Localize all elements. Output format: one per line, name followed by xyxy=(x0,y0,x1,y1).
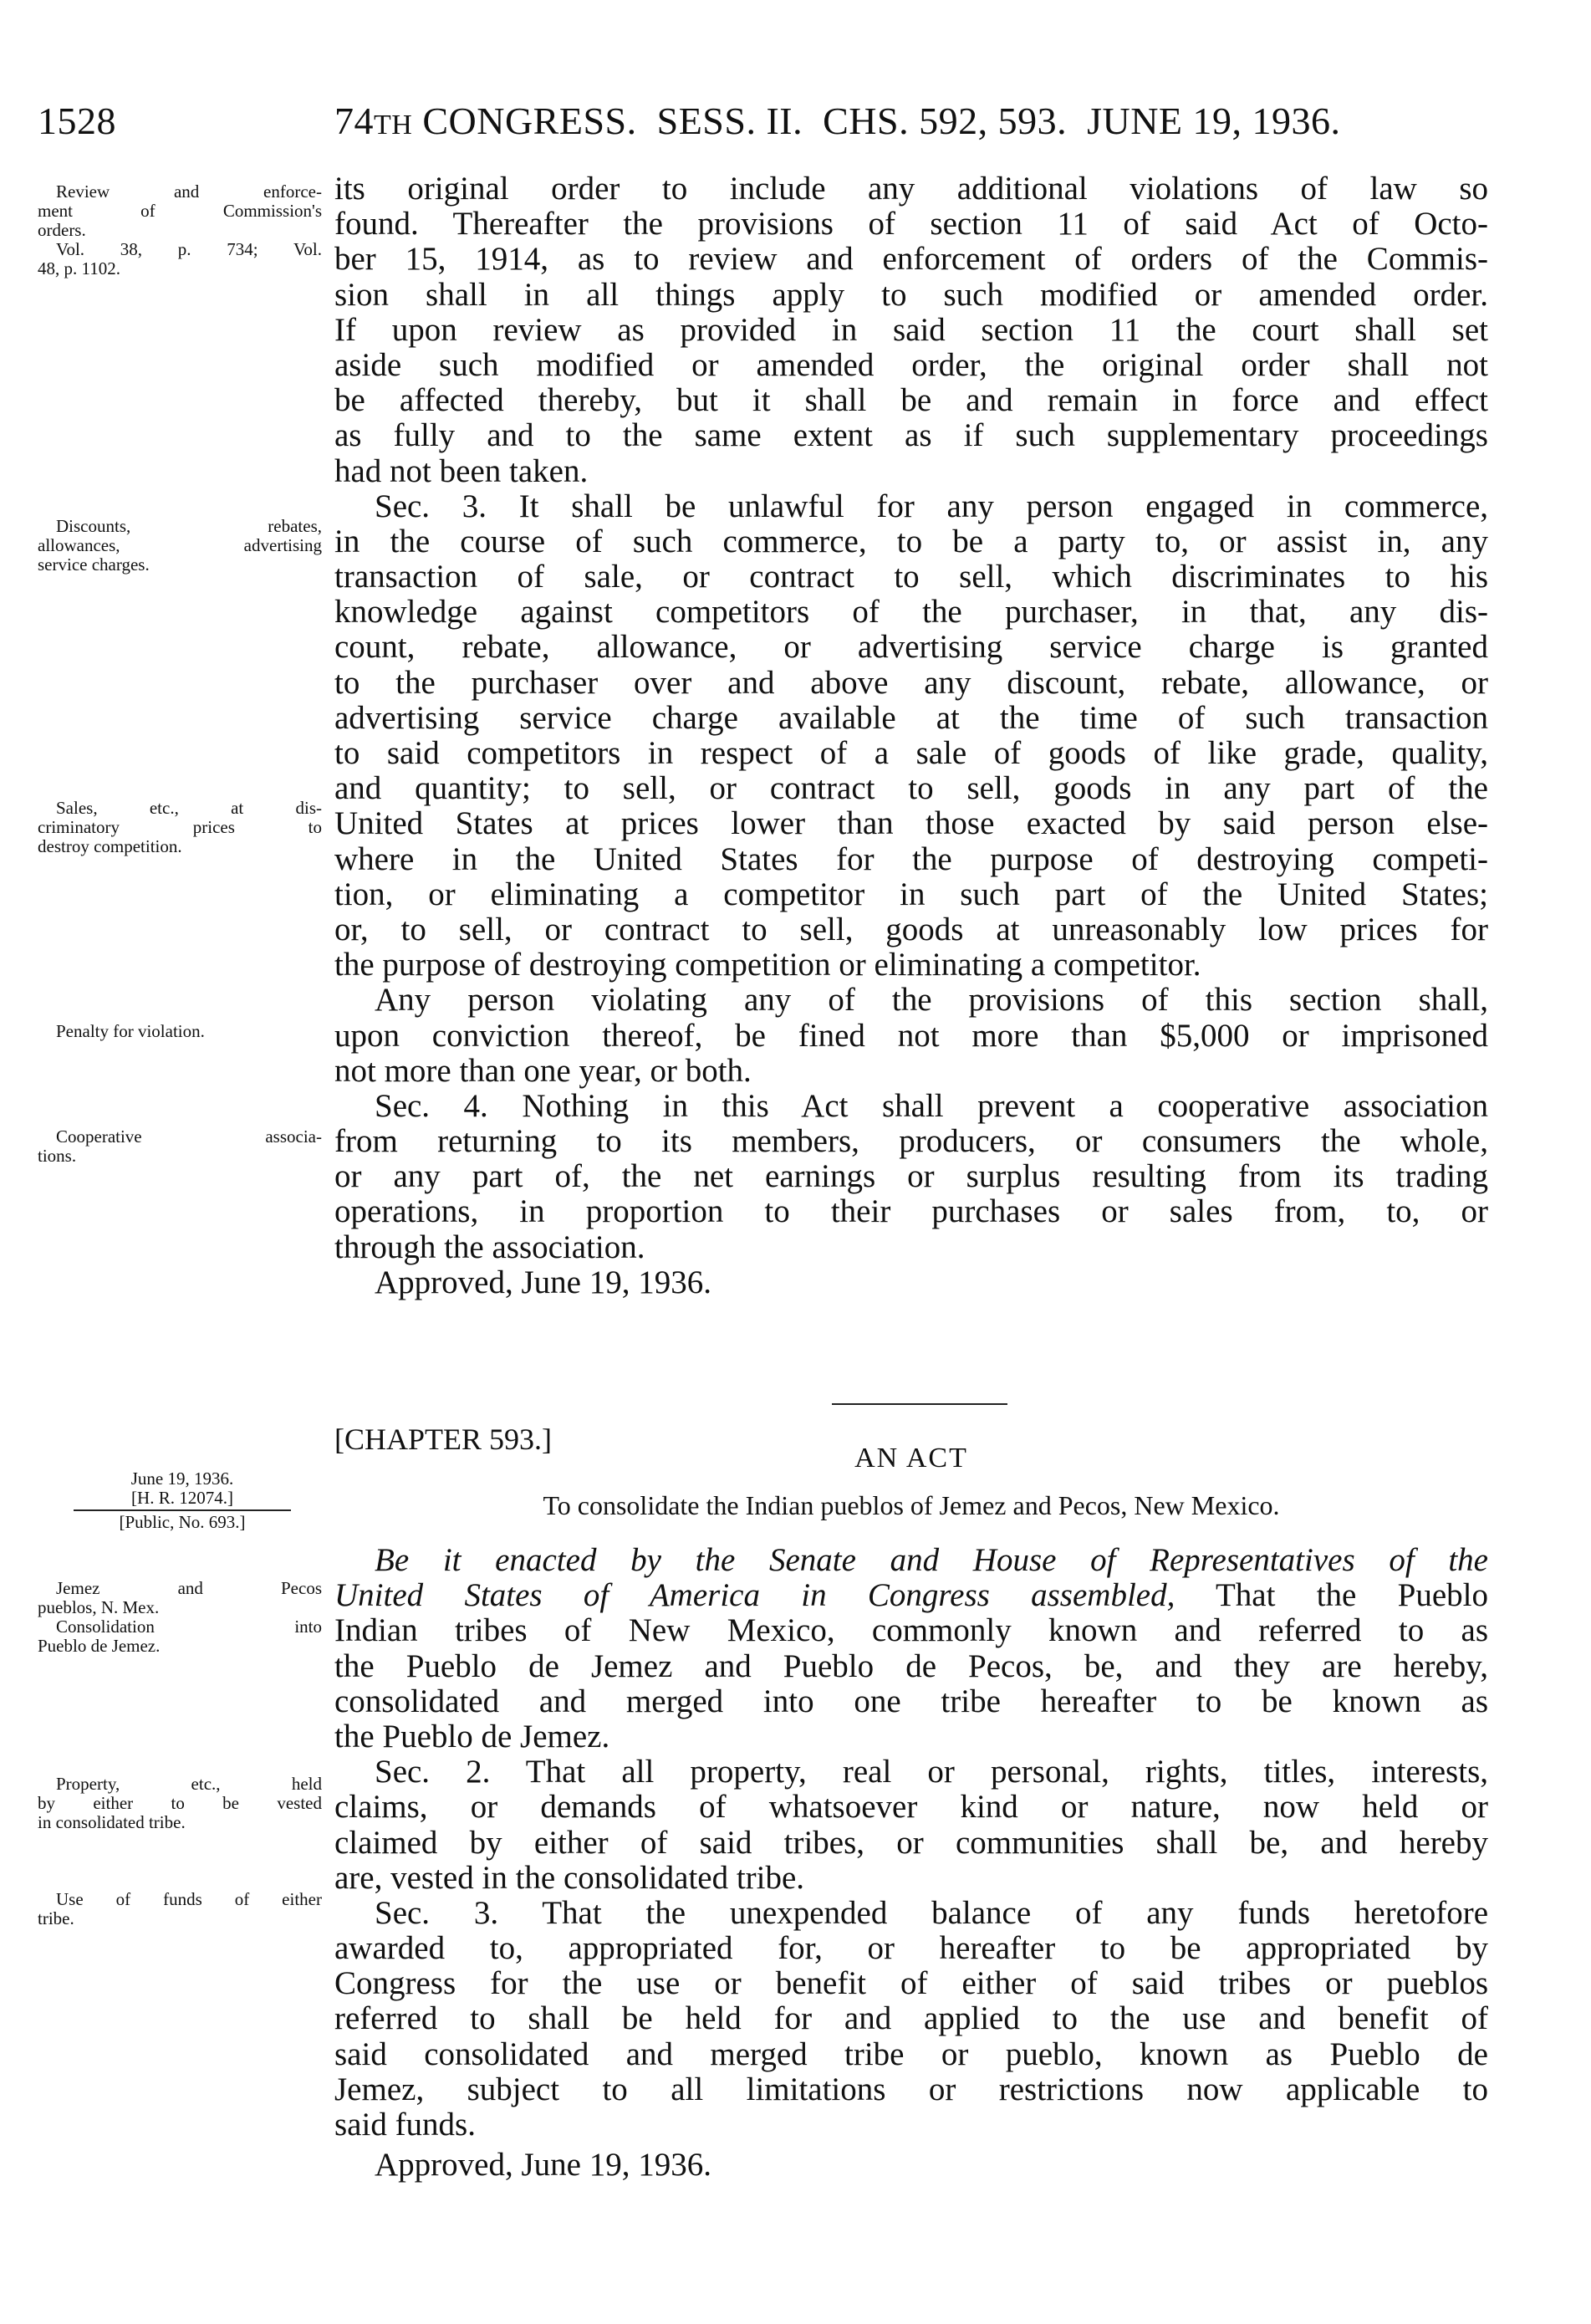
text-line: as fully and to the same extent as if such supplementary proceedings xyxy=(334,417,1488,454)
text-line: and quantity; to sell, or contract to sell, goods in any part of the xyxy=(334,770,1488,807)
section-2-line xyxy=(334,1754,1488,1790)
text-fragment: That the unexpended balance of any funds heretofore xyxy=(542,1894,1489,1931)
margin-note-cooperative xyxy=(38,1127,322,1166)
act-title: To consolidate the Indian pueblos of Jemez and Pecos, New Mexico. xyxy=(543,1490,1280,1520)
section-label: Sec. 3. xyxy=(375,1894,499,1931)
text-line: to the purchaser over and above any discount, rebate, allowance, or xyxy=(334,664,1488,701)
margin-line: Consolidation into xyxy=(56,1617,322,1637)
margin-line: Pueblo de Jemez. xyxy=(38,1636,161,1656)
margin-note-penalty xyxy=(38,1022,322,1041)
page-number: 1528 xyxy=(38,100,116,142)
text-line: the Pueblo de Jemez and Pueblo de Pecos, be, and they are hereby, xyxy=(334,1647,1488,1684)
text-line: Jemez, subject to all limitations or restrictions now applicable to xyxy=(334,2071,1488,2107)
margin-line: Penalty for violation. xyxy=(56,1021,205,1041)
running-head-ordinal: 74 xyxy=(334,100,374,142)
margin-note-discounts xyxy=(38,517,322,575)
margin-line: Jemez and Pecos xyxy=(56,1578,322,1598)
approval-line: Approved, June 19, 1936. xyxy=(375,2147,711,2184)
text-line: knowledge against competitors of the purchaser, in that, any dis- xyxy=(334,594,1488,631)
margin-line: allowances, advertising xyxy=(38,535,322,555)
section-3-line xyxy=(334,1896,1488,1931)
margin-note-property xyxy=(38,1775,322,1832)
margin-line: service charges. xyxy=(38,554,150,575)
enacting-clause-line: Be it enacted by the Senate and House of Representatives of the xyxy=(375,1542,1488,1578)
margin-line: orders. xyxy=(38,220,86,240)
text-line: upon conviction thereof, be fined not more than $5,000 or imprisoned xyxy=(334,1017,1488,1054)
margin-line: Property, etc., held xyxy=(56,1774,322,1794)
section-label: Sec. 2. xyxy=(375,1754,491,1790)
margin-line: in consolidated tribe. xyxy=(38,1812,186,1832)
text-line: be affected thereby, but it shall be and remain in force and effect xyxy=(334,382,1488,419)
margin-line: by either to be vested xyxy=(38,1793,322,1813)
an-act-heading: AN ACT xyxy=(854,1443,968,1474)
text-line: are, vested in the consolidated tribe. xyxy=(334,1859,805,1896)
text-line: had not been taken. xyxy=(334,452,589,489)
chapter-separator-rule xyxy=(832,1403,1007,1405)
text-line: the Pueblo de Jemez. xyxy=(334,1718,610,1754)
margin-date: June 19, 1936. xyxy=(130,1468,234,1489)
text-line: where in the United States for the purpose of destroying competi- xyxy=(334,840,1488,877)
running-head-text: CONGRESS. SESS. II. CHS. 592, 593. JUNE 19, 1936. xyxy=(422,100,1341,142)
margin-line: 48, p. 1102. xyxy=(38,258,120,278)
margin-line: pueblos, N. Mex. xyxy=(38,1597,160,1617)
text-line: through the association. xyxy=(334,1228,645,1265)
chapter-593-body xyxy=(334,1543,1488,2183)
text-line: Any person violating any of the provisions of this section shall, xyxy=(375,982,1488,1019)
margin-public-law: [Public, No. 693.] xyxy=(119,1512,246,1532)
text-line: Congress for the use or benefit of either of said tribes or pueblos xyxy=(334,1965,1488,2002)
text-fragment: It shall be unlawful for any person engaged in commerce, xyxy=(518,488,1489,524)
text-line: not more than one year, or both. xyxy=(334,1052,752,1089)
text-line: or, to sell, or contract to sell, goods at unreasonably low prices for xyxy=(334,911,1488,947)
text-line: count, rebate, allowance, or advertising service charge is granted xyxy=(334,629,1488,666)
margin-line: Cooperative associa- xyxy=(56,1126,322,1147)
margin-note-jemez xyxy=(38,1579,322,1656)
text-line: to said competitors in respect of a sale of goods of like grade, quality, xyxy=(334,735,1488,771)
margin-line: Vol. 38, p. 734; Vol. xyxy=(56,239,322,259)
section-4-line xyxy=(334,1089,1488,1124)
text-line: referred to shall be held for and applied to the use and benefit of xyxy=(334,2000,1488,2037)
margin-note-review xyxy=(38,182,322,278)
margin-note-sales xyxy=(38,799,322,856)
running-head-ordinal-suffix: TH xyxy=(374,110,413,140)
text-line: the purpose of destroying competition or eliminating a competitor. xyxy=(334,947,1201,983)
section-label: Sec. 3. xyxy=(375,488,487,524)
text-fragment: That the Pueblo xyxy=(1175,1577,1488,1614)
enacting-clause-italic: United States of America in Congress assembled, xyxy=(334,1577,1175,1614)
section-label: Sec. 4. xyxy=(375,1087,488,1124)
text-line: in the course of such commerce, to be a party to, or assist in, any xyxy=(334,523,1488,559)
margin-line: criminatory prices to xyxy=(38,817,322,837)
margin-date-block xyxy=(74,1469,291,1532)
margin-line: tribe. xyxy=(38,1908,74,1928)
text-line: tion, or eliminating a competitor in such part of the United States; xyxy=(334,876,1488,912)
margin-bill-number: [H. R. 12074.] xyxy=(131,1488,233,1508)
enacting-clause-line xyxy=(334,1578,1488,1613)
text-line: claimed by either of said tribes, or communities shall be, and hereby xyxy=(334,1824,1488,1861)
chapter-592-body xyxy=(334,171,1488,1300)
margin-line: ment of Commission's xyxy=(38,201,322,221)
text-line: advertising service charge available at the time of such transaction xyxy=(334,699,1488,736)
text-line: United States at prices lower than those exacted by said person else- xyxy=(334,805,1488,842)
margin-line: Use of funds of either xyxy=(56,1889,322,1909)
text-line: If upon review as provided in said section 11 the court shall set xyxy=(334,311,1488,348)
running-head xyxy=(334,99,1341,143)
text-line: Indian tribes of New Mexico, commonly known and referred to as xyxy=(334,1612,1488,1649)
text-line: transaction of sale, or contract to sell, which discriminates to his xyxy=(334,559,1488,595)
margin-line: Discounts, rebates, xyxy=(56,516,322,536)
text-line: found. Thereafter the provisions of section 11 of said Act of Octo- xyxy=(334,206,1488,243)
margin-line: Review and enforce- xyxy=(56,181,322,202)
text-line: said funds. xyxy=(334,2107,476,2143)
text-line: its original order to include any additional violations of law so xyxy=(334,171,1488,207)
text-line: claims, or demands of whatsoever kind or nature, now held or xyxy=(334,1789,1488,1826)
approval-line: Approved, June 19, 1936. xyxy=(375,1264,711,1300)
text-fragment: That all property, real or personal, rights, titles, interests, xyxy=(525,1754,1488,1790)
text-line: or any part of, the net earnings or surplus resulting from its trading xyxy=(334,1158,1488,1195)
text-line: said consolidated and merged tribe or pueblo, known as Pueblo de xyxy=(334,2035,1488,2072)
text-line: awarded to, appropriated for, or hereafter to be appropriated by xyxy=(334,1930,1488,1967)
text-line: ber 15, 1914, as to review and enforcement of orders of the Commis- xyxy=(334,241,1488,278)
text-line: consolidated and merged into one tribe hereafter to be known as xyxy=(334,1683,1488,1719)
margin-note-funds xyxy=(38,1890,322,1928)
margin-line: Sales, etc., at dis- xyxy=(56,798,322,818)
section-3-line xyxy=(334,489,1488,524)
text-line: operations, in proportion to their purchases or sales from, to, or xyxy=(334,1193,1488,1230)
margin-line: destroy competition. xyxy=(38,836,182,856)
margin-divider xyxy=(74,1509,291,1511)
text-line: aside such modified or amended order, the original order shall not xyxy=(334,346,1488,383)
text-line: from returning to its members, producers, or consumers the whole, xyxy=(334,1123,1488,1160)
text-fragment: Nothing in this Act shall prevent a cooperative association xyxy=(522,1087,1489,1124)
margin-line: tions. xyxy=(38,1146,77,1166)
text-line: sion shall in all things apply to such modified or amended order. xyxy=(334,276,1488,313)
chapter-number: [CHAPTER 593.] xyxy=(334,1422,552,1456)
